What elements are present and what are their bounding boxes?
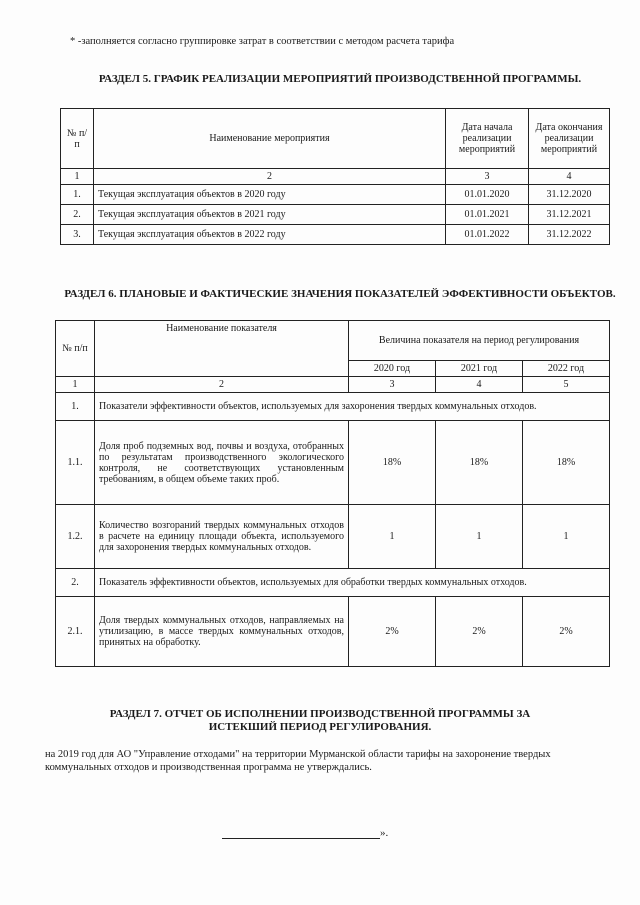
- table-row: [56, 505, 610, 569]
- group-title: Показатели эффективности объектов, используемых для захоронения твердых коммунальных отходов.: [95, 393, 610, 421]
- section6-heading: РАЗДЕЛ 6. ПЛАНОВЫЕ И ФАКТИЧЕСКИЕ ЗНАЧЕНИЯ ПОКАЗАТЕЛЕЙ ЭФФЕКТИВНОСТИ ОБЪЕКТОВ.: [64, 288, 616, 300]
- s6-index-cell: 1: [56, 377, 95, 393]
- section7-heading: РАЗДЕЛ 7. ОТЧЕТ ОБ ИСПОЛНЕНИИ ПРОИЗВОДСТВЕННОЙ ПРОГРАММЫ ЗА ИСТЕКШИЙ ПЕРИОД РЕГУЛИРОВАНИЯ.: [109, 708, 531, 733]
- value-2022: 18%: [523, 421, 610, 505]
- row-num: 1.: [61, 185, 94, 205]
- s5-header-end: Дата окончания реализации мероприятий: [529, 109, 610, 169]
- row-num: 2.: [61, 205, 94, 225]
- closing-quote: ».: [380, 827, 389, 839]
- value-2020: 18%: [349, 421, 436, 505]
- s5-index-cell: 1: [61, 169, 94, 185]
- value-2022: 1: [523, 505, 610, 569]
- value-2021: 1: [436, 505, 523, 569]
- s5-header-start: Дата начала реализации мероприятий: [446, 109, 529, 169]
- s5-index-cell: 2: [94, 169, 446, 185]
- table-row: [61, 185, 610, 205]
- row-num: 3.: [61, 225, 94, 245]
- value-2021: 18%: [436, 421, 523, 505]
- row-name: Доля твердых коммунальных отходов, направляемых на утилизацию, в массе твердых коммунальных отходов, принятых на обработку.: [95, 597, 349, 667]
- section5-heading: РАЗДЕЛ 5. ГРАФИК РЕАЛИЗАЦИИ МЕРОПРИЯТИЙ ПРОИЗВОДСТВЕННОЙ ПРОГРАММЫ.: [98, 73, 582, 85]
- value-2020: 2%: [349, 597, 436, 667]
- s6-index-cell: 4: [436, 377, 523, 393]
- s6-header-value: Величина показателя на период регулирования: [349, 321, 610, 361]
- table-row: [61, 205, 610, 225]
- table-row: [56, 421, 610, 505]
- row-name: Доля проб подземных вод, почвы и воздуха, отобранных по результатам производственного экологического контроля, не соответствующих установленным требованиям, в общем объеме таких проб.: [95, 421, 349, 505]
- s6-header-name: Наименование показателя: [95, 321, 349, 377]
- value-2022: 2%: [523, 597, 610, 667]
- year-2020: 2020 год: [349, 361, 436, 377]
- group-row: [56, 569, 610, 597]
- footnote: * -заполняется согласно группировке затрат в соответствии с методом расчета тарифа: [70, 36, 455, 47]
- group-row: [56, 393, 610, 421]
- row-name: Текущая эксплуатация объектов в 2021 году: [94, 205, 446, 225]
- s6-index-cell: 5: [523, 377, 610, 393]
- row-num: 1.1.: [56, 421, 95, 505]
- s6-index-cell: 3: [349, 377, 436, 393]
- table-row: [56, 597, 610, 667]
- row-name: Текущая эксплуатация объектов в 2020 году: [94, 185, 446, 205]
- table-row: [61, 225, 610, 245]
- row-end: 31.12.2022: [529, 225, 610, 245]
- row-start: 01.01.2021: [446, 205, 529, 225]
- s6-index-cell: 2: [95, 377, 349, 393]
- year-2021: 2021 год: [436, 361, 523, 377]
- signature-line: [222, 826, 388, 839]
- group-title: Показатель эффективности объектов, используемых для обработки твердых коммунальных отходов.: [95, 569, 610, 597]
- row-num: 2.1.: [56, 597, 95, 667]
- s5-header-num: № п/п: [61, 109, 94, 169]
- row-num: 1.2.: [56, 505, 95, 569]
- section7-text: на 2019 год для АО "Управление отходами" на территории Мурманской области тарифы на захоронение твердых коммунальных отходов и производственная программа не утверждались.: [45, 749, 551, 773]
- s6-header-num: № п/п: [56, 321, 95, 377]
- row-start: 01.01.2020: [446, 185, 529, 205]
- s5-header-name: Наименование мероприятия: [94, 109, 446, 169]
- section5-table: [60, 108, 610, 245]
- s5-index-cell: 3: [446, 169, 529, 185]
- group-num: 1.: [56, 393, 95, 421]
- row-start: 01.01.2022: [446, 225, 529, 245]
- blank-line: [222, 826, 380, 839]
- s5-index-cell: 4: [529, 169, 610, 185]
- row-name: Текущая эксплуатация объектов в 2022 году: [94, 225, 446, 245]
- section6-table: [55, 320, 610, 667]
- row-end: 31.12.2021: [529, 205, 610, 225]
- group-num: 2.: [56, 569, 95, 597]
- row-end: 31.12.2020: [529, 185, 610, 205]
- year-2022: 2022 год: [523, 361, 610, 377]
- value-2021: 2%: [436, 597, 523, 667]
- value-2020: 1: [349, 505, 436, 569]
- row-name: Количество возгораний твердых коммунальных отходов в расчете на единицу площади объекта, используемого для захоронения твердых коммунальных отходов.: [95, 505, 349, 569]
